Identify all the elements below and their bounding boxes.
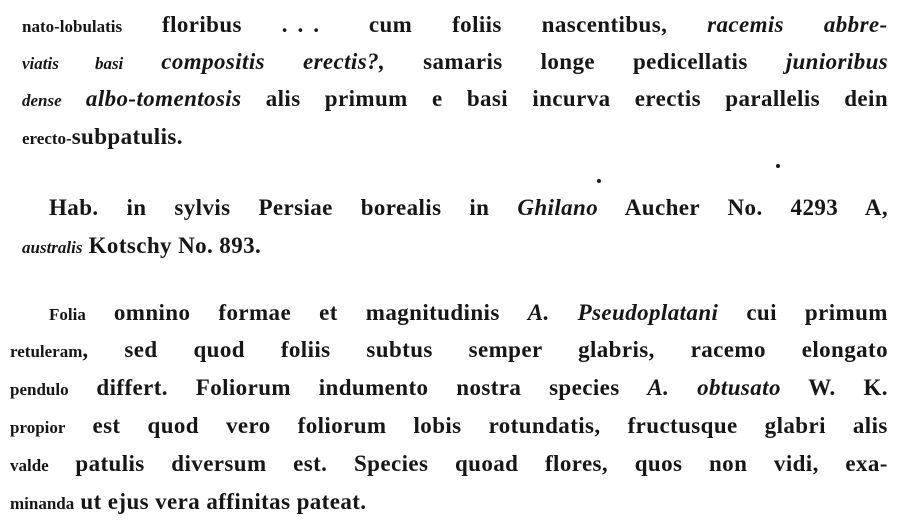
print-speck bbox=[776, 164, 780, 168]
text-segment: W. K. bbox=[780, 375, 888, 400]
text-segment: erecto- bbox=[22, 129, 72, 148]
text-segment: subpatulis. bbox=[71, 124, 183, 149]
text-line bbox=[49, 195, 888, 221]
text-segment: A. obtusato bbox=[647, 375, 781, 400]
text-segment: patulis diversum est. Species quoad flores, quos non vidi, exa- bbox=[48, 451, 888, 476]
text-segment: ut ejus vera affinitas pateat. bbox=[74, 489, 367, 514]
text-segment: samaris longe pedicellatis bbox=[385, 49, 786, 74]
text-line bbox=[10, 413, 888, 441]
text-segment: alis primum e basi incurva erectis parallelis dein bbox=[241, 86, 889, 111]
text-segment: cui primum bbox=[718, 300, 888, 325]
text-segment: differt. Foliorum indumento nostra species bbox=[68, 375, 648, 400]
text-segment: valde bbox=[10, 456, 49, 475]
text-segment: compositis erectis?, bbox=[123, 49, 386, 74]
text-line bbox=[22, 124, 183, 152]
text-segment: retuleram bbox=[10, 342, 83, 361]
text-segment: ... bbox=[281, 12, 330, 37]
text-line bbox=[22, 86, 888, 114]
text-segment: Hab. in sylvis Persiae borealis in bbox=[49, 195, 518, 220]
text-line bbox=[10, 375, 888, 403]
text-segment: viatis basi bbox=[22, 54, 124, 73]
text-segment: propior bbox=[10, 418, 66, 437]
text-segment: Folia bbox=[49, 305, 86, 324]
text-segment: dense bbox=[22, 91, 62, 110]
text-line bbox=[22, 49, 888, 77]
text-segment: australis bbox=[22, 238, 83, 257]
text-segment: junioribus bbox=[785, 49, 889, 74]
text-line bbox=[22, 233, 261, 261]
text-segment: omnino formae et magnitudinis bbox=[85, 300, 528, 325]
text-line bbox=[10, 451, 888, 479]
text-segment: A. Pseudoplatani bbox=[527, 300, 719, 325]
text-segment: Ghilano bbox=[517, 195, 599, 220]
print-speck bbox=[597, 179, 601, 183]
text-segment: nato-lobulatis bbox=[22, 17, 123, 36]
text-segment: cum foliis nascentibus, bbox=[329, 12, 708, 37]
text-segment: floribus bbox=[122, 12, 282, 37]
text-segment: est quod vero foliorum lobis rotundatis, fructusque glabri alis bbox=[65, 413, 888, 438]
text-segment: albo-tomentosis bbox=[61, 86, 242, 111]
text-line bbox=[10, 489, 366, 517]
text-line bbox=[49, 300, 888, 328]
text-segment: minanda bbox=[10, 494, 75, 513]
text-segment: Kotschy No. 893. bbox=[82, 233, 262, 258]
text-line bbox=[10, 337, 888, 365]
text-segment: pendulo bbox=[10, 380, 69, 399]
text-segment: , sed quod foliis subtus semper glabris, racemo elongato bbox=[82, 337, 888, 362]
text-line bbox=[22, 12, 888, 40]
text-segment: Aucher No. 4293 A, bbox=[598, 195, 888, 220]
text-segment: racemis abbre- bbox=[707, 12, 888, 37]
